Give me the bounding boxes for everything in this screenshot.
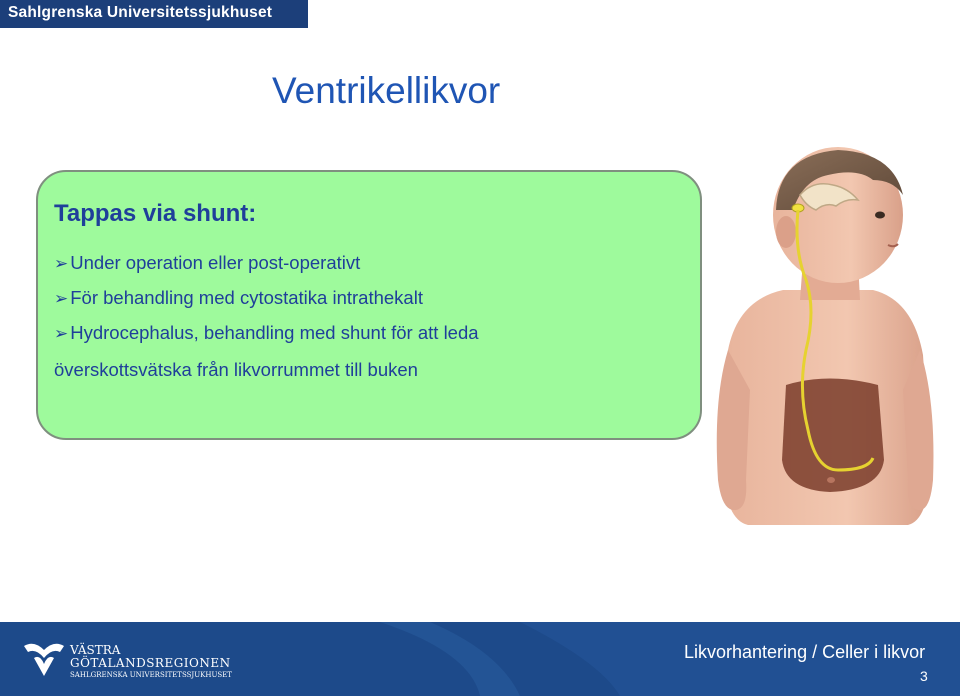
arrow-bullet-icon: ➢ xyxy=(54,289,69,308)
logo-line-2: GÖTALANDSREGIONEN xyxy=(70,656,231,670)
logo-line-3: SAHLGRENSKA UNIVERSITETSSJUKHUSET xyxy=(70,671,232,679)
bullet-text-1: Under operation eller post-operativt xyxy=(70,252,361,273)
shunt-illustration xyxy=(708,140,938,530)
bullet-item-1 xyxy=(54,252,360,274)
bullet-item-2 xyxy=(54,287,423,309)
arrow-bullet-icon: ➢ xyxy=(54,324,69,343)
org-name: Sahlgrenska Universitetssjukhuset xyxy=(8,4,273,21)
bullet-text-2: För behandling med cytostatika intrathekalt xyxy=(70,287,423,308)
slide-title: Ventrikellikvor xyxy=(272,70,501,111)
arrow-bullet-icon: ➢ xyxy=(54,254,69,273)
header-bar xyxy=(0,0,308,28)
vgr-logo-mark-icon xyxy=(22,638,66,678)
bullet-text-3: Hydrocephalus, behandling med shunt för att leda xyxy=(70,322,479,343)
bullet-continuation: överskottsvätska från likvorrummet till buken xyxy=(54,359,418,380)
footer-bar xyxy=(0,622,960,696)
footer-title: Likvorhantering / Celler i likvor xyxy=(684,642,926,662)
bullet-item-3 xyxy=(54,322,479,344)
logo-line-1: VÄSTRA xyxy=(70,643,121,657)
box-heading: Tappas via shunt: xyxy=(54,200,257,227)
page-number: 3 xyxy=(920,668,928,684)
